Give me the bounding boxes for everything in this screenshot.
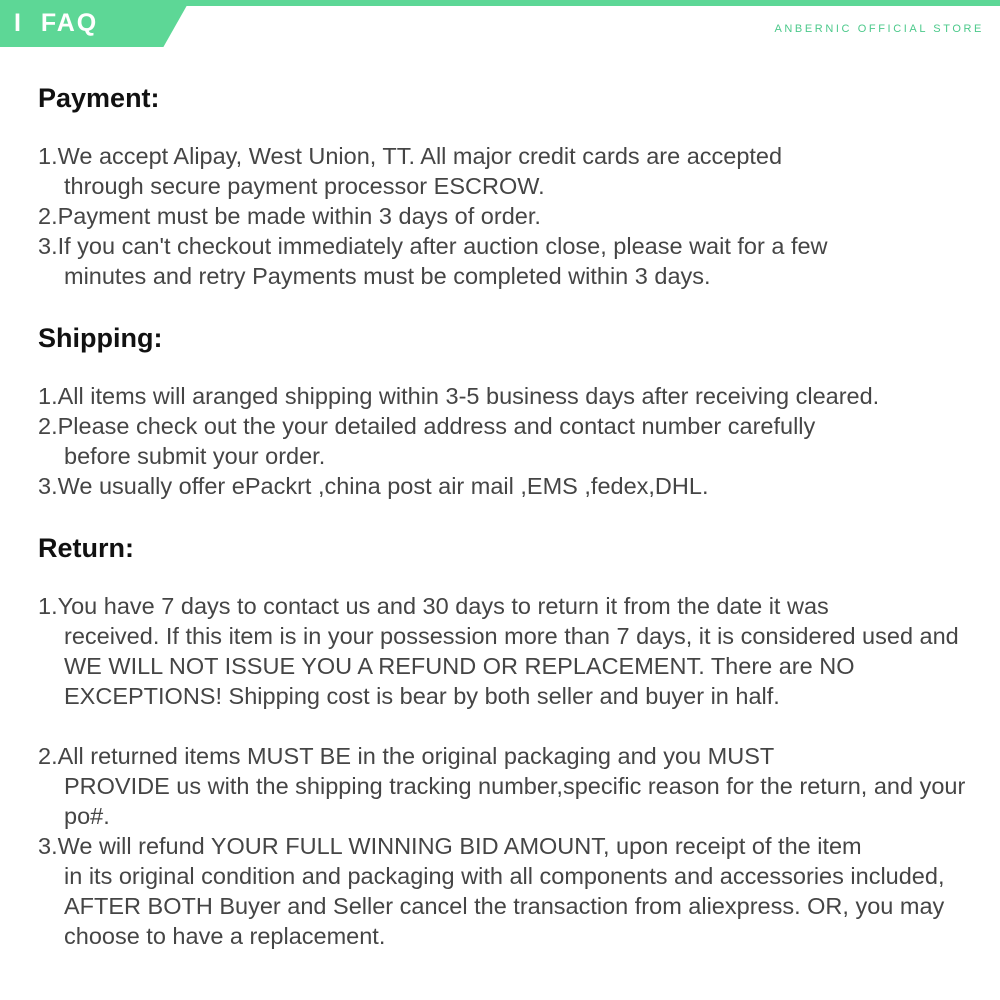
payment-item-1: [38, 141, 973, 201]
shipping-item-1: [38, 381, 973, 411]
shipping-item-2-rest: before submit your order.: [64, 443, 326, 469]
shipping-item-1-first: 1.All items will aranged shipping within 3-5 business days after receiving cleared.: [38, 383, 880, 409]
return-item-1-rest: received. If this item is in your possession more than 7 days, it is considered used and WE WILL NOT ISSUE YOU A REFUND OR REPLACEMENT. There are NO EXCEPTIONS! Shipping cost is bear by both seller and buyer in half.: [64, 623, 959, 709]
payment-item-1-first: 1.We accept Alipay, West Union, TT. All major credit cards are accepted: [38, 143, 783, 169]
payment-item-3: [38, 231, 973, 291]
return-item-3: [38, 831, 973, 951]
payment-item-1-rest: through secure payment processor ESCROW.: [64, 173, 545, 199]
payment-item-3-first: 3.If you can't checkout immediately after auction close, please wait for a few: [38, 233, 828, 259]
shipping-title: Shipping:: [38, 323, 163, 353]
payment-item-2: [38, 201, 973, 231]
return-item-3-rest: in its original condition and packaging with all components and accessories included, AFTER BOTH Buyer and Seller cancel the transaction from aliexpress. OR, you may choose to have a replacement.: [64, 863, 945, 949]
payment-title: Payment:: [38, 83, 160, 113]
return-item-3-first: 3.We will refund YOUR FULL WINNING BID AMOUNT, upon receipt of the item: [38, 833, 862, 859]
shipping-item-3-first: 3.We usually offer ePackrt ,china post air mail ,EMS ,fedex,DHL.: [38, 473, 709, 499]
return-item-1-first: 1.You have 7 days to contact us and 30 days to return it from the date it was: [38, 593, 829, 619]
return-title: Return:: [38, 533, 134, 563]
shipping-item-3: [38, 471, 973, 501]
return-item-2-first: 2.All returned items MUST BE in the original packaging and you MUST: [38, 743, 775, 769]
payment-item-2-first: 2.Payment must be made within 3 days of order.: [38, 203, 541, 229]
return-item-2-rest: PROVIDE us with the shipping tracking number,specific reason for the return, and your po#.: [64, 773, 966, 829]
store-name: ANBERNIC OFFICIAL STORE: [774, 23, 984, 35]
payment-item-3-rest: minutes and retry Payments must be completed within 3 days.: [64, 263, 711, 289]
return-item-1: [38, 591, 973, 711]
shipping-item-2: [38, 411, 973, 471]
shipping-item-2-first: 2.Please check out the your detailed address and contact number carefully: [38, 413, 816, 439]
faq-tab-label: I FAQ: [14, 9, 99, 37]
return-item-2: [38, 741, 973, 831]
